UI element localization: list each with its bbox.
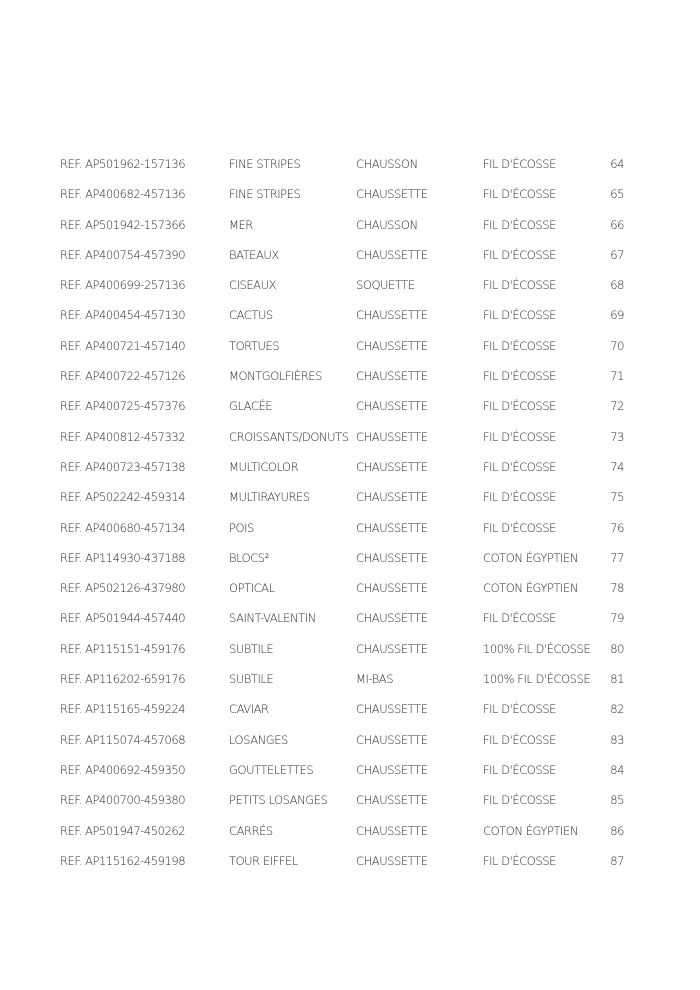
- reference-code: REF. AP115162-459198: [60, 853, 186, 868]
- product-type: CHAUSSETTE: [356, 641, 428, 656]
- table-row: [0, 725, 700, 755]
- product-name: SUBTILE: [229, 641, 274, 656]
- product-type: CHAUSSETTE: [356, 611, 428, 626]
- product-name: CACTUS: [229, 308, 273, 323]
- reference-code: REF. AP400454-457130: [60, 308, 186, 323]
- reference-code: REF. AP400680-457134: [60, 520, 186, 535]
- product-type: CHAUSSETTE: [356, 853, 428, 868]
- table-row: [0, 694, 700, 724]
- reference-code: REF. AP501942-157366: [60, 217, 186, 232]
- reference-code: REF. AP400699-257136: [60, 278, 186, 293]
- reference-code: REF. AP501962-157136: [60, 157, 186, 171]
- product-name: PETITS LOSANGES: [229, 793, 328, 808]
- material: FIL D'ÉCOSSE: [483, 399, 556, 414]
- product-type: CHAUSSETTE: [356, 247, 428, 262]
- product-name: LOSANGES: [229, 732, 288, 747]
- reference-code: REF. AP115165-459224: [60, 702, 186, 717]
- table-row: [0, 846, 700, 876]
- product-type: CHAUSSETTE: [356, 490, 428, 505]
- table-row: [0, 634, 700, 664]
- page-number: 64: [610, 157, 624, 171]
- product-type: CHAUSSETTE: [356, 732, 428, 747]
- table-row: [0, 573, 700, 603]
- material: FIL D'ÉCOSSE: [483, 338, 556, 353]
- product-name: BLOCS²: [229, 550, 269, 565]
- material: FIL D'ÉCOSSE: [483, 490, 556, 505]
- product-name: MULTIRAYURES: [229, 490, 310, 505]
- page-number: 67: [610, 247, 624, 262]
- product-name: POIS: [229, 520, 254, 535]
- material: FIL D'ÉCOSSE: [483, 308, 556, 323]
- table-row: [0, 361, 700, 391]
- page-number: 74: [610, 459, 624, 474]
- material: FIL D'ÉCOSSE: [483, 762, 556, 777]
- product-type: CHAUSSON: [356, 157, 418, 171]
- reference-code: REF. AP502126-437980: [60, 581, 186, 596]
- product-name: TORTUES: [229, 338, 280, 353]
- table-row: [0, 755, 700, 785]
- reference-code: REF. AP400722-457126: [60, 369, 186, 384]
- product-name: SUBTILE: [229, 672, 274, 687]
- product-type: CHAUSSETTE: [356, 187, 428, 202]
- product-name: CROISSANTS/DONUTS: [229, 429, 349, 444]
- product-type: CHAUSSETTE: [356, 520, 428, 535]
- product-name: MULTICOLOR: [229, 459, 299, 474]
- product-type: CHAUSSETTE: [356, 550, 428, 565]
- product-name: CARRÉS: [229, 823, 273, 838]
- table-row: [0, 149, 700, 179]
- table-row: [0, 240, 700, 270]
- product-type: CHAUSSETTE: [356, 369, 428, 384]
- page-number: 80: [610, 641, 624, 656]
- reference-code: REF. AP501947-450262: [60, 823, 186, 838]
- product-name: TOUR EIFFEL: [229, 853, 298, 868]
- reference-code: REF. AP400723-457138: [60, 459, 186, 474]
- reference-code: REF. AP400721-457140: [60, 338, 186, 353]
- reference-code: REF. AP400700-459380: [60, 793, 186, 808]
- reference-code: REF. AP114930-437188: [60, 550, 186, 565]
- product-name: OPTICAL: [229, 581, 275, 596]
- material: COTON ÉGYPTIEN: [483, 823, 578, 838]
- page-number: 87: [610, 853, 624, 868]
- table-row: [0, 664, 700, 694]
- material: FIL D'ÉCOSSE: [483, 187, 556, 202]
- material: FIL D'ÉCOSSE: [483, 520, 556, 535]
- product-name: GOUTTELETTES: [229, 762, 314, 777]
- material: FIL D'ÉCOSSE: [483, 157, 556, 171]
- table-row: [0, 513, 700, 543]
- product-name: FINE STRIPES: [229, 157, 301, 171]
- table-row: [0, 331, 700, 361]
- reference-code: REF. AP502242-459314: [60, 490, 186, 505]
- page-number: 86: [610, 823, 624, 838]
- product-name: CAVIAR: [229, 702, 269, 717]
- product-name: SAINT-VALENTIN: [229, 611, 316, 626]
- page-number: 70: [610, 338, 624, 353]
- page-number: 76: [610, 520, 624, 535]
- reference-code: REF. AP400812-457332: [60, 429, 186, 444]
- page-number: 83: [610, 732, 624, 747]
- reference-code: REF. AP116202-659176: [60, 672, 186, 687]
- product-type: CHAUSSETTE: [356, 459, 428, 474]
- material: COTON ÉGYPTIEN: [483, 550, 578, 565]
- material: FIL D'ÉCOSSE: [483, 611, 556, 626]
- material: FIL D'ÉCOSSE: [483, 459, 556, 474]
- product-type: SOQUETTE: [356, 278, 415, 293]
- page-number: 77: [610, 550, 624, 565]
- product-type: CHAUSSETTE: [356, 338, 428, 353]
- table-row: [0, 452, 700, 482]
- page-number: 65: [610, 187, 624, 202]
- table-row: [0, 816, 700, 846]
- product-name: FINE STRIPES: [229, 187, 301, 202]
- page-number: 85: [610, 793, 624, 808]
- product-type: CHAUSSETTE: [356, 581, 428, 596]
- material: FIL D'ÉCOSSE: [483, 429, 556, 444]
- material: FIL D'ÉCOSSE: [483, 732, 556, 747]
- table-row: [0, 210, 700, 240]
- table-row: [0, 543, 700, 573]
- material: FIL D'ÉCOSSE: [483, 702, 556, 717]
- reference-code: REF. AP115074-457068: [60, 732, 186, 747]
- page-number: 81: [610, 672, 624, 687]
- page-number: 79: [610, 611, 624, 626]
- table-row: [0, 179, 700, 209]
- reference-code: REF. AP501944-457440: [60, 611, 186, 626]
- product-type: CHAUSSETTE: [356, 429, 428, 444]
- material: FIL D'ÉCOSSE: [483, 217, 556, 232]
- material: COTON ÉGYPTIEN: [483, 581, 578, 596]
- product-type: CHAUSSON: [356, 217, 418, 232]
- page-number: 69: [610, 308, 624, 323]
- reference-code: REF. AP115151-459176: [60, 641, 186, 656]
- material: FIL D'ÉCOSSE: [483, 247, 556, 262]
- page-number: 84: [610, 762, 624, 777]
- page-number: 66: [610, 217, 624, 232]
- page-number: 71: [610, 369, 624, 384]
- product-name: BATEAUX: [229, 247, 279, 262]
- table-row: [0, 482, 700, 512]
- product-name: GLACÉE: [229, 399, 273, 414]
- material: 100% FIL D'ÉCOSSE: [483, 672, 591, 687]
- reference-code: REF. AP400754-457390: [60, 247, 186, 262]
- product-name: CISEAUX: [229, 278, 276, 293]
- page-number: 82: [610, 702, 624, 717]
- page-number: 72: [610, 399, 624, 414]
- product-name: MONTGOLFIÈRES: [229, 369, 322, 384]
- product-type: CHAUSSETTE: [356, 308, 428, 323]
- material: FIL D'ÉCOSSE: [483, 369, 556, 384]
- product-name: MER: [229, 217, 253, 232]
- reference-code: REF. AP400682-457136: [60, 187, 186, 202]
- product-type: CHAUSSETTE: [356, 793, 428, 808]
- material: FIL D'ÉCOSSE: [483, 853, 556, 868]
- material: 100% FIL D'ÉCOSSE: [483, 641, 591, 656]
- product-type: CHAUSSETTE: [356, 823, 428, 838]
- page-number: 75: [610, 490, 624, 505]
- product-type: CHAUSSETTE: [356, 702, 428, 717]
- page-number: 78: [610, 581, 624, 596]
- page-number: 73: [610, 429, 624, 444]
- table-row: [0, 422, 700, 452]
- page-number: 68: [610, 278, 624, 293]
- table-row: [0, 603, 700, 633]
- table-row: [0, 391, 700, 421]
- table-row: [0, 300, 700, 330]
- product-type: MI-BAS: [356, 672, 394, 687]
- catalog-index-table: [0, 149, 700, 876]
- reference-code: REF. AP400692-459350: [60, 762, 186, 777]
- product-type: CHAUSSETTE: [356, 762, 428, 777]
- material: FIL D'ÉCOSSE: [483, 793, 556, 808]
- table-row: [0, 785, 700, 815]
- material: FIL D'ÉCOSSE: [483, 278, 556, 293]
- product-type: CHAUSSETTE: [356, 399, 428, 414]
- reference-code: REF. AP400725-457376: [60, 399, 186, 414]
- table-row: [0, 270, 700, 300]
